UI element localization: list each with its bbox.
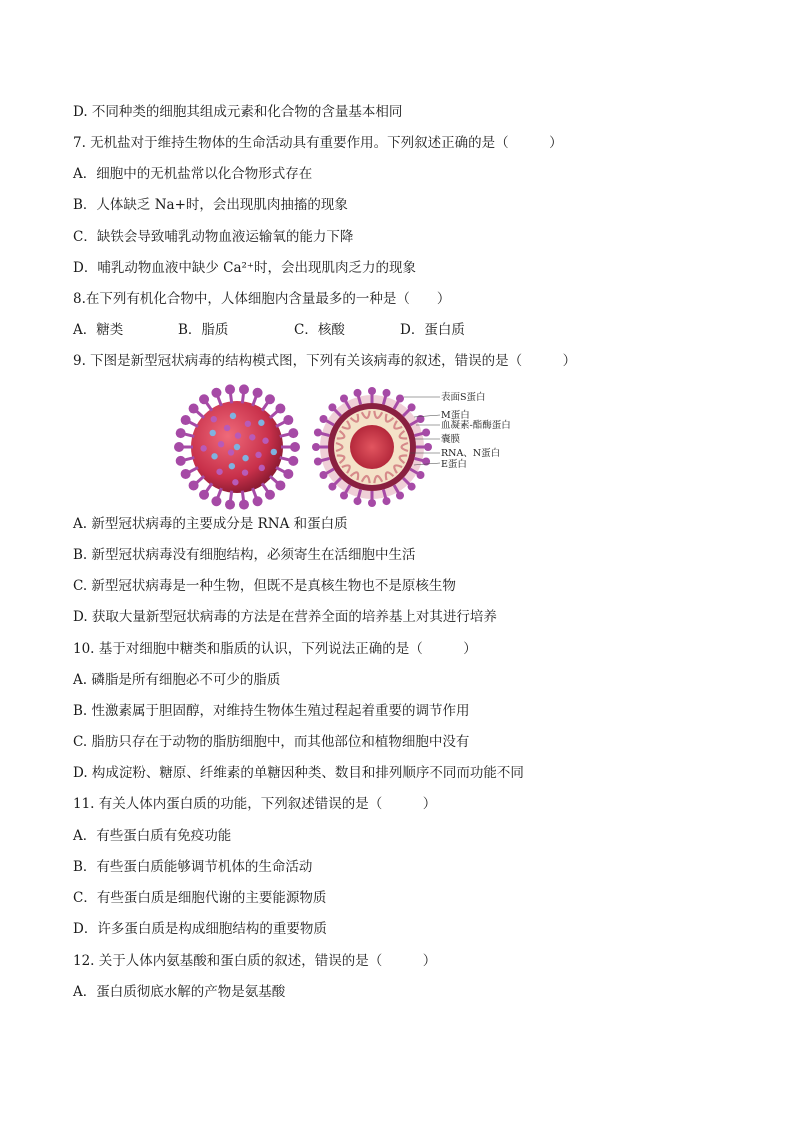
spike-head <box>275 480 285 490</box>
spike-head <box>181 415 191 425</box>
virus-cross-section <box>312 387 432 507</box>
surface-protein <box>211 416 217 422</box>
surface-protein <box>258 420 264 426</box>
q9-option-c: C. 新型冠状病毒是一种生物，但既不是真核生物也不是原核生物 <box>73 578 456 594</box>
surface-protein <box>229 463 235 469</box>
spike-head <box>290 442 300 452</box>
spike-head <box>253 388 263 398</box>
q8-option-d: D．蛋白质 <box>400 322 465 338</box>
surface-protein <box>232 479 238 485</box>
q9-option-d: D. 获取大量新型冠状病毒的方法是在营养全面的培养基上对其进行培养 <box>73 609 497 625</box>
section-spike-head <box>328 483 336 491</box>
q12-option-a: A．蛋白质彻底水解的产物是氨基酸 <box>73 984 286 1000</box>
spike-head <box>189 480 199 490</box>
spike-head <box>265 490 275 500</box>
spike-head <box>225 384 235 394</box>
spike-head <box>225 500 235 510</box>
spike-head <box>176 428 186 438</box>
section-spike-head <box>320 471 328 479</box>
surface-protein <box>228 449 234 455</box>
spike-head <box>176 456 186 466</box>
section-spike-head <box>320 415 328 423</box>
label-m-protein: M蛋白 <box>441 410 470 421</box>
surface-protein <box>230 413 236 419</box>
spike-head <box>239 500 249 510</box>
q11-option-b: B．有些蛋白质能够调节机体的生命活动 <box>73 859 313 875</box>
q7-option-d: D．哺乳动物血液中缺少 Ca²⁺时，会出现肌肉乏力的现象 <box>73 260 417 276</box>
q8-option-a: A．糖类 <box>73 322 124 338</box>
surface-protein <box>235 432 241 438</box>
section-spike-head <box>422 429 430 437</box>
surface-protein <box>216 469 222 475</box>
section-spike-head <box>354 389 362 397</box>
surface-protein <box>255 452 261 458</box>
spike-head <box>239 384 249 394</box>
spike-head <box>199 394 209 404</box>
spike-head <box>283 415 293 425</box>
surface-protein <box>271 449 277 455</box>
line-q6-option-d: D. 不同种类的细胞其组成元素和化合物的含量基本相同 <box>73 104 403 120</box>
surface-protein <box>234 444 240 450</box>
surface-protein <box>242 455 248 461</box>
section-spike-head <box>396 395 404 403</box>
q9-option-a: A. 新型冠状病毒的主要成分是 RNA 和蛋白质 <box>73 516 348 532</box>
label-s-protein: 表面S蛋白 <box>441 392 486 403</box>
surface-protein <box>245 421 251 427</box>
q11-option-a: A．有些蛋白质有免疫功能 <box>73 828 232 844</box>
spike-head <box>181 469 191 479</box>
label-rna-n-protein: RNA、N蛋白 <box>441 448 501 459</box>
surface-protein <box>262 438 268 444</box>
q10-option-a: A. 磷脂是所有细胞必不可少的脂质 <box>73 672 281 688</box>
spike-head <box>253 496 263 506</box>
spike-head <box>265 394 275 404</box>
section-spike-head <box>312 443 320 451</box>
surface-protein <box>200 445 206 451</box>
section-spike-head <box>340 491 348 499</box>
spike-head <box>283 469 293 479</box>
question-11-stem: 11. 有关人体内蛋白质的功能，下列叙述错误的是（ ） <box>73 796 437 812</box>
q8-option-b: B．脂质 <box>178 322 229 338</box>
question-10-stem: 10. 基于对细胞中糖类和脂质的认识，下列说法正确的是（ ） <box>73 641 477 657</box>
q10-option-c: C. 脂肪只存在于动物的脂肪细胞中，而其他部位和植物细胞中没有 <box>73 734 470 750</box>
surface-protein <box>218 441 224 447</box>
spike-head <box>189 404 199 414</box>
q9-option-b: B. 新型冠状病毒没有细胞结构，必须寄生在活细胞中生活 <box>73 547 416 563</box>
surface-protein <box>249 434 255 440</box>
section-spike-head <box>328 403 336 411</box>
spike-head <box>211 388 221 398</box>
q11-option-c: C．有些蛋白质是细胞代谢的主要能源物质 <box>73 890 327 906</box>
surface-protein <box>224 425 230 431</box>
section-spike-head <box>340 395 348 403</box>
q8-options <box>73 321 465 339</box>
spike-head <box>174 442 184 452</box>
question-12-stem: 12. 关于人体内氨基酸和蛋白质的叙述，错误的是（ ） <box>73 953 437 969</box>
q7-option-a: A．细胞中的无机盐常以化合物形式存在 <box>73 166 313 182</box>
section-spike-head <box>424 443 432 451</box>
surface-protein <box>259 465 265 471</box>
q10-option-b: B. 性激素属于胆固醇，对维持生物体生殖过程起着重要的调节作用 <box>73 703 470 719</box>
spike-head <box>275 404 285 414</box>
section-spike-head <box>354 497 362 505</box>
q10-option-d: D. 构成淀粉、糖原、纤维素的单糖因种类、数目和排列顺序不同而功能不同 <box>73 765 524 781</box>
label-he-protein: 血凝素-酯酶蛋白 <box>441 420 511 431</box>
q8-option-c: C．核酸 <box>294 322 345 338</box>
q11-option-d: D．许多蛋白质是构成细胞结构的重要物质 <box>73 921 327 937</box>
q7-option-c: C．缺铁会导致哺乳动物血液运输氧的能力下降 <box>73 229 354 245</box>
section-spike-head <box>314 457 322 465</box>
section-spike-head <box>314 429 322 437</box>
surface-protein <box>210 430 216 436</box>
surface-protein <box>242 469 248 475</box>
spike-head <box>288 456 298 466</box>
question-7-stem: 7. 无机盐对于维持生物体的生命活动具有重要作用。下列叙述正确的是（ ） <box>73 135 563 151</box>
section-spike-head <box>396 491 404 499</box>
question-9-stem: 9. 下图是新型冠状病毒的结构模式图，下列有关该病毒的叙述，错误的是（ ） <box>73 353 577 369</box>
section-spike-head <box>368 499 376 507</box>
q7-option-b: B．人体缺乏 Na+时，会出现肌肉抽搐的现象 <box>73 197 348 213</box>
section-spike-head <box>416 471 424 479</box>
section-spike-head <box>368 387 376 395</box>
virus-exterior <box>174 384 300 509</box>
label-e-protein: E蛋白 <box>441 459 467 470</box>
question-8-stem: 8.在下列有机化合物中，人体细胞内含量最多的一种是（ ） <box>73 291 451 307</box>
spike-head <box>199 490 209 500</box>
spike-head <box>211 496 221 506</box>
surface-protein <box>211 453 217 459</box>
spike-head <box>288 428 298 438</box>
section-spike-head <box>408 403 416 411</box>
label-envelope: 囊膜 <box>441 434 461 445</box>
section-spike-head <box>382 389 390 397</box>
section-spike-head <box>382 497 390 505</box>
section-spike-head <box>408 483 416 491</box>
